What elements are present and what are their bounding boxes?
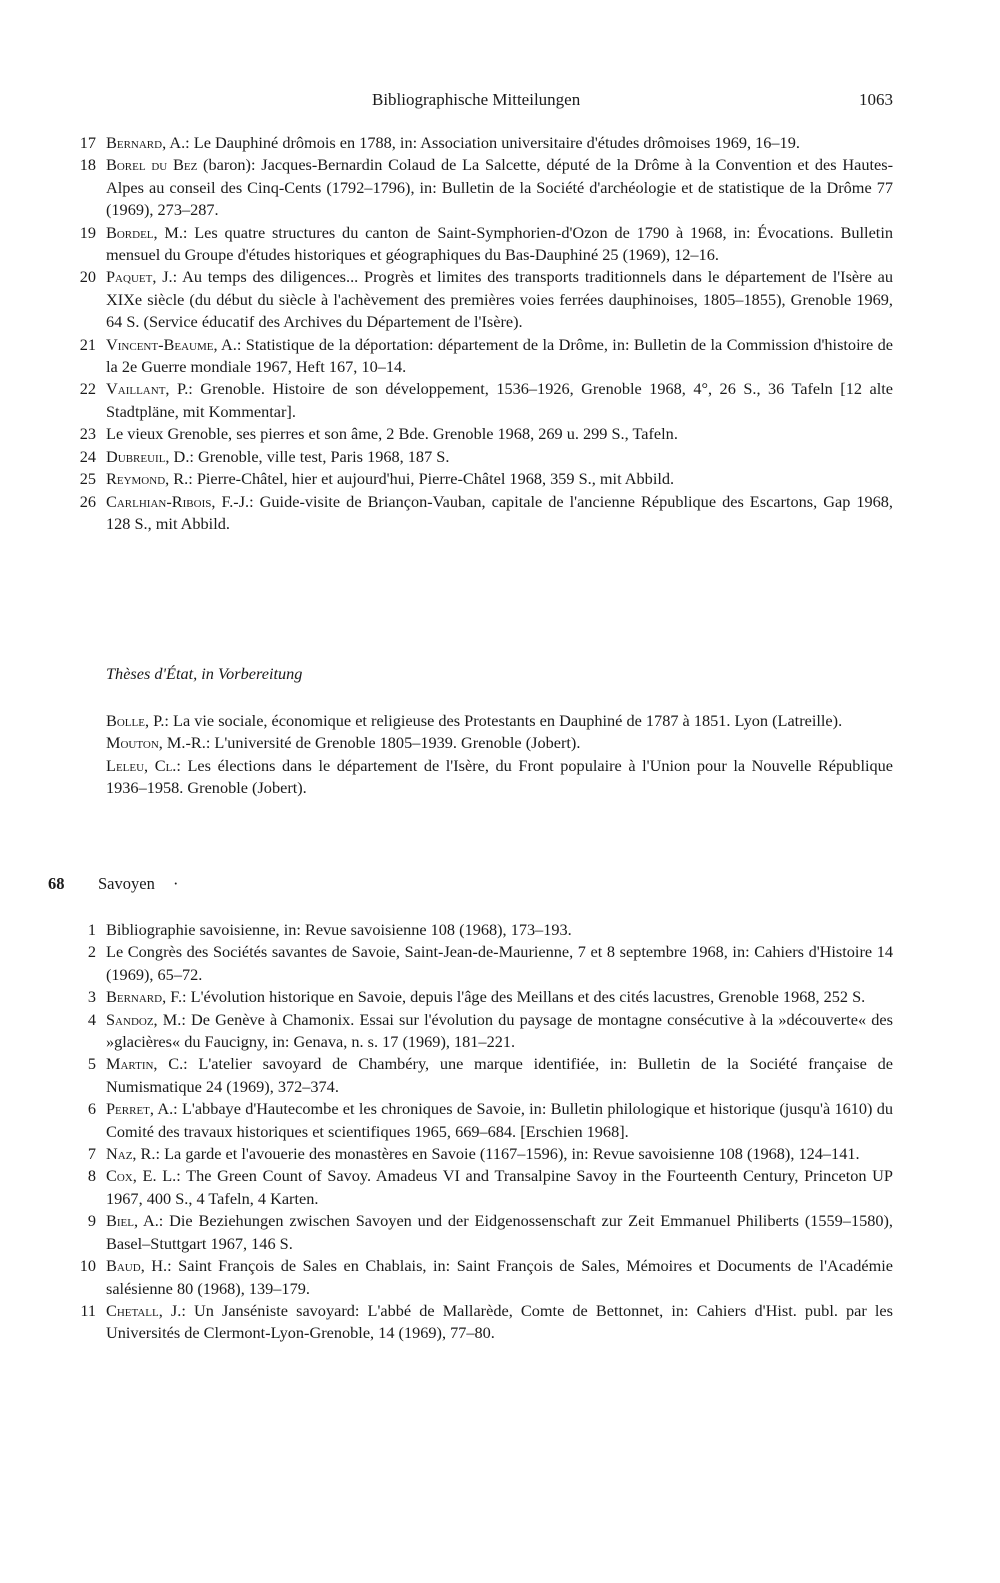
entry-number: 6 [87, 1099, 96, 1119]
entry-number: 22 [79, 379, 96, 399]
page-number: 1063 [859, 90, 893, 109]
bibliography-entry [76, 1300, 893, 1345]
entry-number: 25 [79, 469, 96, 489]
bibliography-entry [76, 1098, 893, 1143]
running-title: Bibliographische Mitteilungen [372, 90, 581, 109]
entry-author: Carlhian-Ribois, F.-J. [106, 491, 250, 511]
entry-text: : Au temps des diligences... Progrès et limites des transports traditionnels dans le département de l'Isère au XIXe siècle (du début du siècle à l'achèvement des premières voies ferrées dauphinoises, 1805–1855), Grenoble 1969, 64 S. (Service éducatif des Archives du Département de l'Isère). [106, 267, 893, 332]
thesis-entry [76, 732, 893, 754]
bibliography-entry [76, 1143, 893, 1165]
bibliography-entry [76, 334, 893, 379]
entry-number: 23 [79, 424, 96, 444]
entry-author: Cox, E. L. [106, 1166, 177, 1186]
entry-text: : L'atelier savoyard de Chambéry, une marque identifiée, in: Bulletin de la Société française de Numismatique 24 (1969), 372–374. [106, 1054, 893, 1096]
bibliography-entry [76, 222, 893, 267]
entry-number: 4 [87, 1009, 96, 1029]
bibliography-entry [76, 1053, 893, 1098]
bibliography-entry [76, 1165, 893, 1210]
entry-text: : Grenoble. Histoire de son développement, 1536–1926, Grenoble 1968, 4°, 26 S., 36 Tafeln [12 alte Stadtpläne, mit Kommentar]. [106, 379, 893, 421]
entry-text: : Die Beziehungen zwischen Savoyen und der Eidgenossenschaft zur Zeit Emmanuel Philiberts (1559–1580), Basel–Stuttgart 1967, 146 S. [106, 1211, 893, 1253]
entry-author: Vaillant, P. [106, 379, 189, 399]
entry-author: Biel, A. [106, 1211, 159, 1231]
entry-number: 26 [79, 491, 96, 511]
entry-text: : L'abbaye d'Hautecombe et les chroniques de Savoie, in: Bulletin philologique et historique (jusqu'à 1610) du Comité des travaux historiques et scientifiques 1965, 669–684. [Erschien 1968]. [106, 1099, 893, 1141]
entry-author: Mouton, M.-R. [106, 733, 206, 753]
entry-text: Bibliographie savoisienne, in: Revue savoisienne 108 (1968), 173–193. [106, 920, 572, 939]
bibliography-entry [76, 919, 893, 941]
bibliography-entry [76, 446, 893, 468]
entry-number: 24 [79, 446, 96, 466]
entry-author: Bernard, F. [106, 987, 183, 1007]
entry-author: Bordel, M. [106, 222, 183, 242]
entry-author: Dubreuil, D. [106, 446, 190, 466]
entry-number: 5 [87, 1054, 96, 1074]
entry-text: : Pierre-Châtel, hier et aujourd'hui, Pierre-Châtel 1968, 359 S., mit Abbild. [188, 469, 675, 489]
entry-text: : Les quatre structures du canton de Saint-Symphorien-d'Ozon de 1790 à 1968, in: Évocations. Bulletin mensuel du Groupe d'études historiques et géographiques du Bas-Dauphiné 25 (1969), 12–16. [106, 222, 893, 265]
thesis-entry [76, 755, 893, 800]
section-heading [48, 874, 178, 894]
entry-text: : La garde et l'avouerie des monastères en Savoie (1167–1596), in: Revue savoisienne 108 (1968), 124–141. [155, 1144, 860, 1164]
bibliography-entry [76, 423, 893, 445]
section-number: 68 [48, 874, 65, 893]
entry-number: 9 [87, 1211, 96, 1231]
entry-number: 18 [79, 155, 96, 175]
bibliography-list-savoyen [76, 919, 893, 1345]
entry-text: : Un Janséniste savoyard: L'abbé de Mallarède, Comte de Bettonnet, in: Cahiers d'Hist. publ. par les Universités de Clermont-Lyon-Grenoble, 14 (1969), 77–80. [106, 1300, 893, 1343]
entry-number: 1 [87, 920, 96, 939]
theses-heading: Thèses d'État, in Vorbereitung [106, 664, 303, 683]
entry-text: : L'université de Grenoble 1805–1939. Grenoble (Jobert). [205, 733, 581, 753]
entry-number: 7 [87, 1144, 96, 1164]
entry-number: 2 [87, 942, 96, 962]
entry-text: (baron): Jacques-Bernardin Colaud de La Salcette, député de la Drôme à la Convention et des Hautes-Alpes au conseil des Cinq-Cents (1792–1796), in: Bulletin de la Société d'archéologie et de statistique de la Drôme 77 (1969), 273–287. [106, 155, 894, 220]
entry-text: : L'évolution historique en Savoie, depuis l'âge des Meillans et des cités lacustres, Grenoble 1968, 252 S. [182, 987, 866, 1007]
entry-number: 10 [79, 1256, 96, 1276]
entry-text: : The Green Count of Savoy. Amadeus VI and Transalpine Savoy in the Fourteenth Century, Princeton UP 1967, 400 S., 4 Tafeln, 4 Karten. [106, 1166, 893, 1208]
entry-text: Le Congrès des Sociétés savantes de Savoie, Saint-Jean-de-Maurienne, 7 et 8 septembre 1968, in: Cahiers d'Histoire 14 (1969), 65–72. [106, 942, 893, 984]
entry-number: 21 [79, 334, 96, 354]
theses-list [76, 710, 893, 800]
entry-author: Chetall, J. [106, 1300, 182, 1320]
entry-author: Baud, H. [106, 1256, 168, 1276]
entry-number: 19 [79, 222, 96, 242]
entry-text: : De Genève à Chamonix. Essai sur l'évolution du paysage de montagne consécutive à la »découverte« des »glacières« du Faucigny, in: Genava, n. s. 17 (1969), 181–221. [106, 1009, 893, 1052]
entry-author: Borel du Bez [106, 155, 198, 175]
bibliography-entry [76, 154, 893, 221]
entry-author: Perret, A. [106, 1099, 174, 1119]
page-header [0, 90, 1000, 116]
bibliography-entry [76, 1009, 893, 1054]
section-title: Savoyen [98, 874, 155, 893]
entry-text: : La vie sociale, économique et religieuse des Protestants en Dauphiné de 1787 à 1851. Lyon (Latreille). [164, 711, 843, 730]
bibliography-entry [76, 1210, 893, 1255]
bibliography-entry [76, 132, 893, 154]
entry-number: 17 [79, 133, 96, 152]
entry-number: 11 [80, 1300, 96, 1320]
entry-text: : Saint François de Sales en Chablais, in: Saint François de Sales, Mémoires et Documents de l'Académie salésienne 80 (1968), 139–179. [106, 1256, 893, 1298]
bibliography-entry [76, 266, 893, 333]
entry-number: 3 [87, 987, 96, 1007]
bibliography-entry [76, 941, 893, 986]
entry-author: Naz, R. [106, 1144, 156, 1164]
bibliography-entry [76, 1255, 893, 1300]
entry-author: Paquet, J. [106, 267, 173, 287]
entry-author: Bernard, A. [106, 133, 186, 152]
entry-text: : Guide-visite de Briançon-Vauban, capitale de l'ancienne République des Escartons, Gap 1968, 128 S., mit Abbild. [106, 491, 893, 533]
entry-author: Sandoz, M. [106, 1009, 182, 1029]
entry-number: 8 [87, 1166, 96, 1186]
entry-text: : Grenoble, ville test, Paris 1968, 187 S. [189, 446, 450, 466]
bibliography-entry [76, 491, 893, 536]
entry-text: : Le Dauphiné drômois en 1788, in: Association universitaire d'études drômoises 1969, 16–19. [185, 133, 800, 152]
thesis-entry [76, 710, 893, 732]
bibliography-entry [76, 986, 893, 1008]
entry-author: Vincent-Beaume, A. [106, 334, 237, 354]
entry-text: : Les élections dans le département de l'Isère, du Front populaire à l'Union pour la Nouvelle République 1936–1958. Grenoble (Jobert). [106, 755, 893, 798]
entry-text: : Statistique de la déportation: département de la Drôme, in: Bulletin de la Commission d'histoire de la 2e Guerre mondiale 1967, Heft 167, 10–14. [106, 334, 894, 377]
entry-author: Bolle, P. [106, 711, 165, 730]
entry-author: Leleu, Cl. [106, 755, 177, 775]
bibliography-entry [76, 468, 893, 490]
entry-author: Martin, C. [106, 1054, 184, 1074]
entry-number: 20 [79, 267, 96, 287]
entry-text: Le vieux Grenoble, ses pierres et son âme, 2 Bde. Grenoble 1968, 269 u. 299 S., Tafeln. [106, 424, 678, 444]
section-mark: · [172, 874, 179, 893]
bibliography-list-dauphine [76, 132, 893, 535]
entry-author: Reymond, R. [106, 469, 189, 489]
bibliography-entry [76, 378, 893, 423]
